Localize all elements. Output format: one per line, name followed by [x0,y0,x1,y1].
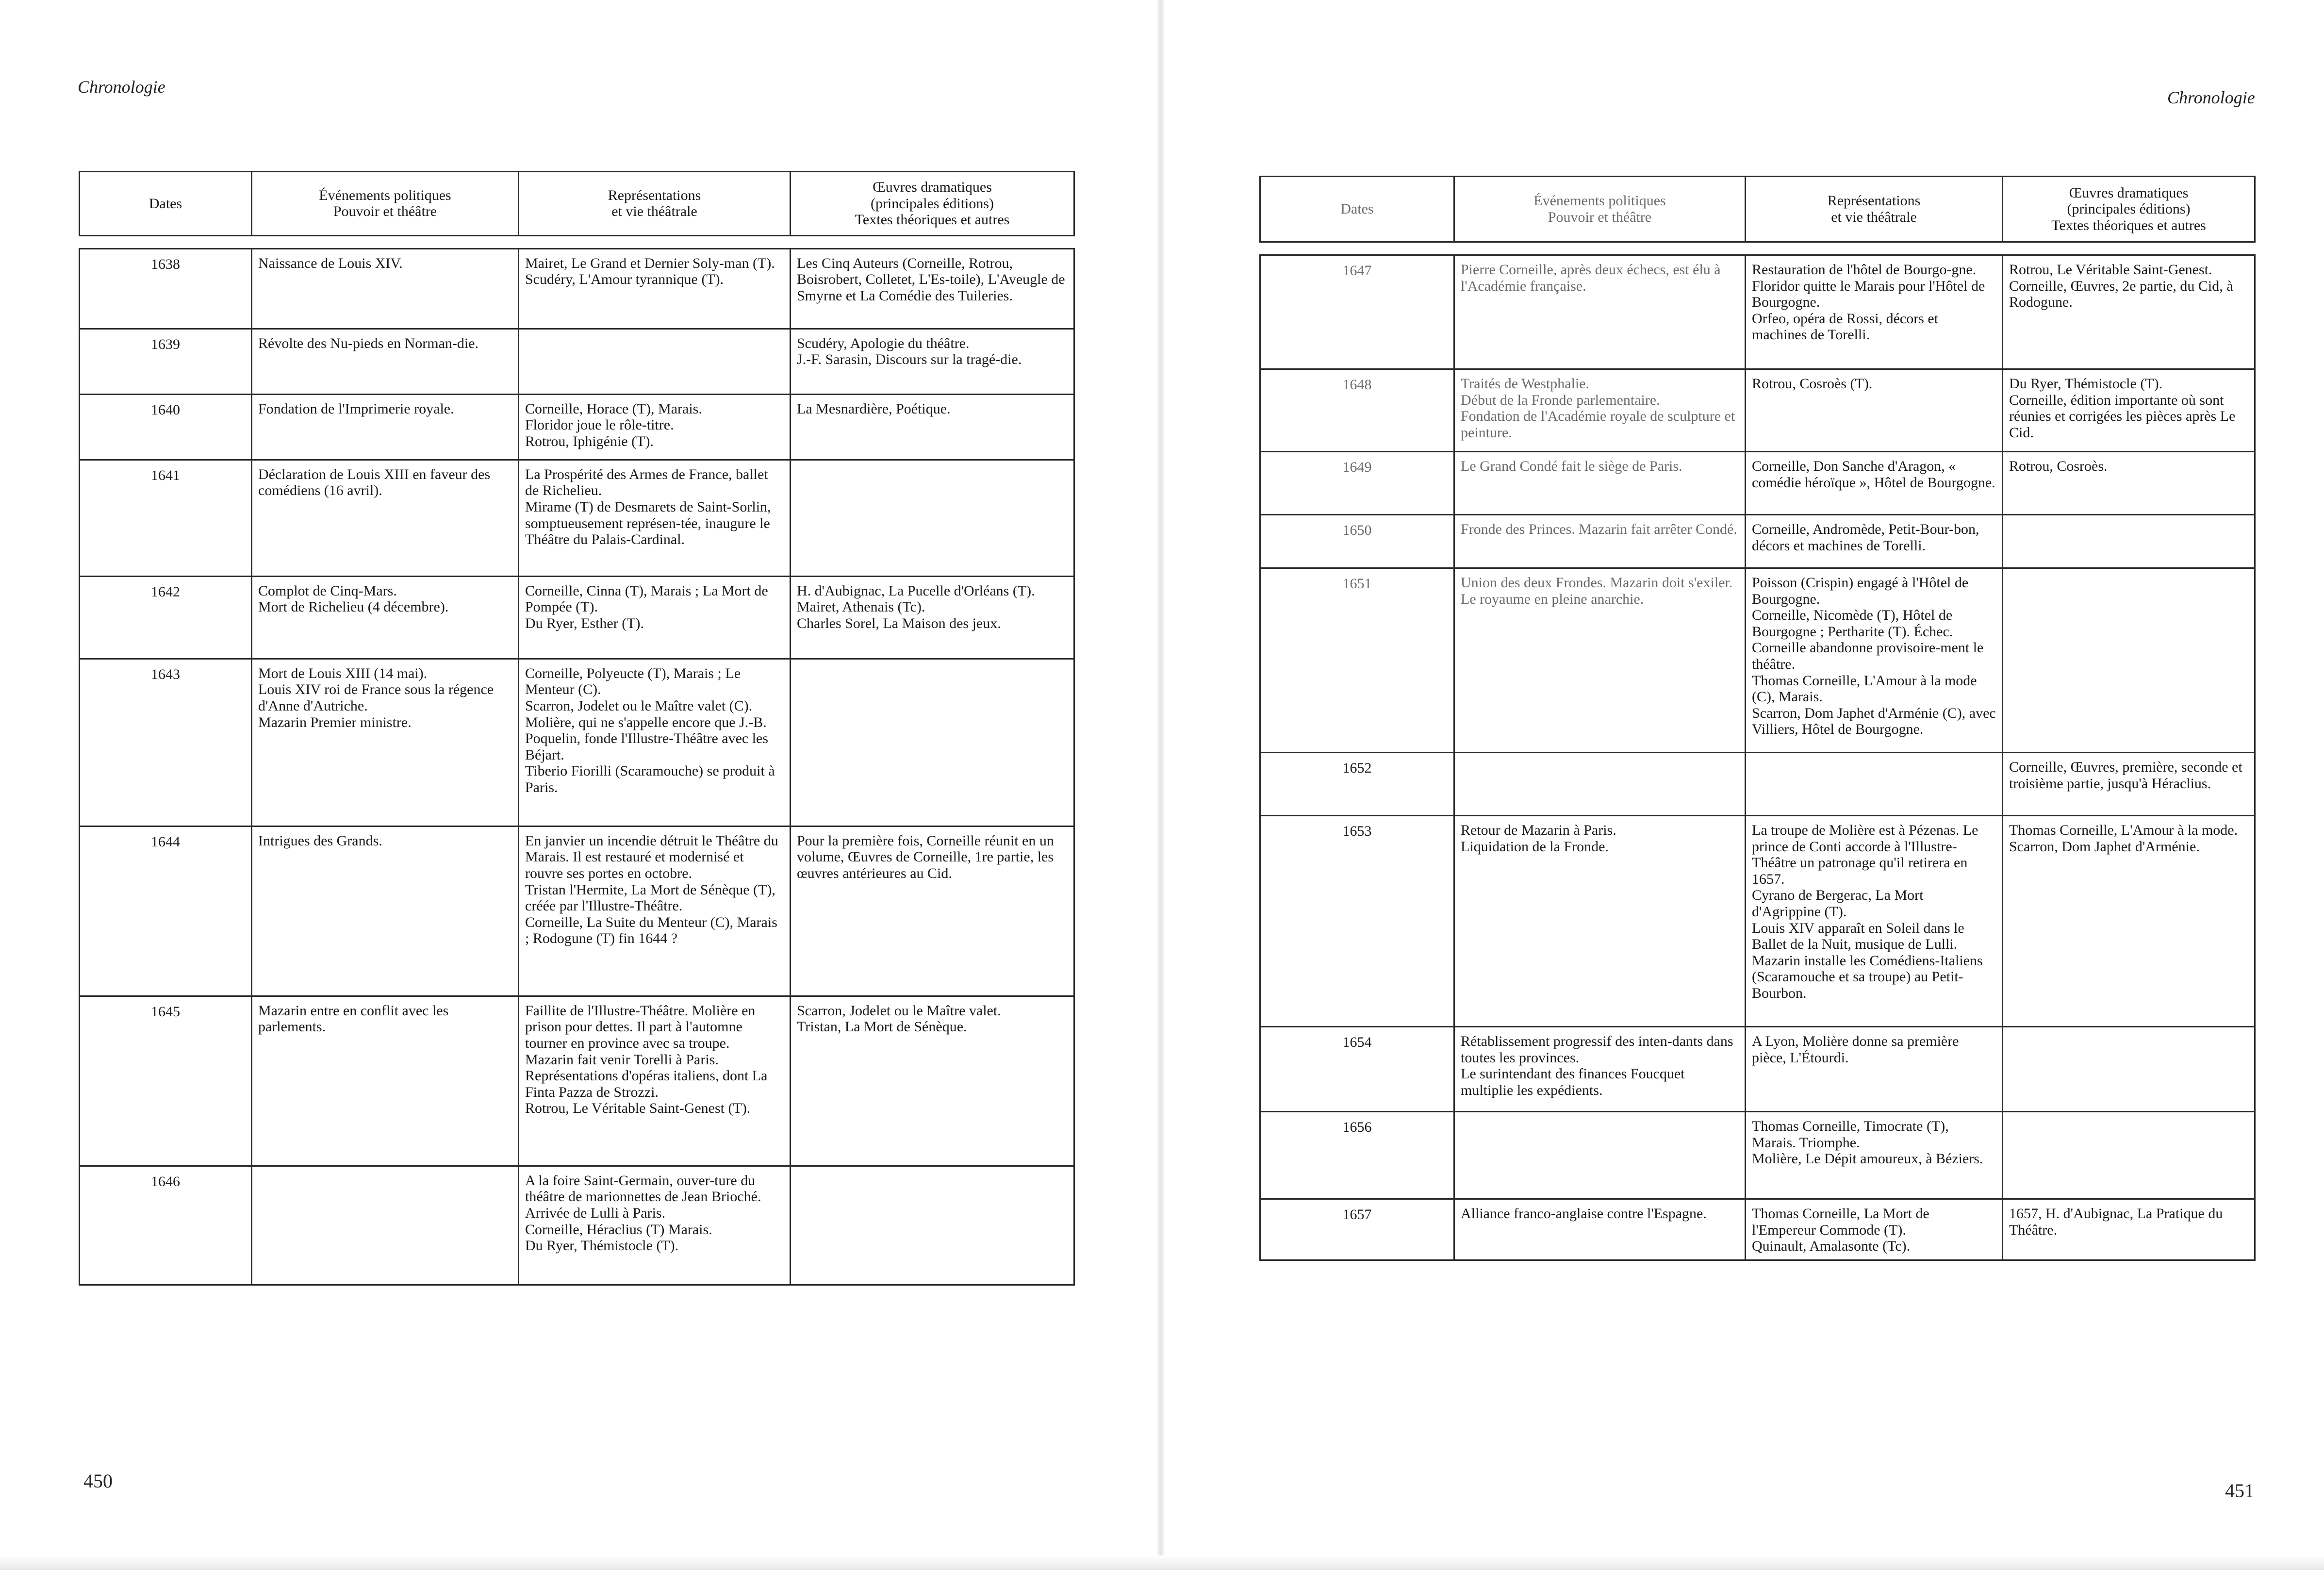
works-entry: Pour la première fois, Corneille réunit en un volume, Œuvres de Corneille, 1re partie, les œuvres antérieures au Cid. [797,832,1054,881]
representations-entry: La troupe de Molière est à Pézenas. Le prince de Conti accorde à l'Illustre-Théâtre un patronage qu'il retirera en 1657. [1752,822,1978,887]
events-cell [252,1166,519,1285]
table-row [1260,515,2255,568]
table-row [1260,1027,2255,1112]
date-cell: 1638 [80,248,252,329]
events-cell [252,248,519,329]
representations-entry: Mazarin installe les Comédiens-Italiens (Scaramouche et sa troupe) au Petit-Bourbon. [1752,952,1983,1001]
folio-right: 451 [2225,1480,2254,1502]
works-cell [791,826,1074,996]
representations-cell [519,460,791,576]
representations-cell [519,248,791,329]
works-entry: Thomas Corneille, L'Amour à la mode. [2009,822,2238,838]
representations-cell [519,659,791,826]
representations-entry: Poisson (Crispin) engagé à l'Hôtel de Bourgogne. [1752,575,1969,607]
events-entry: Le Grand Condé fait le siège de Paris. [1461,458,1682,474]
date-cell: 1654 [1260,1027,1454,1112]
date-cell: 1649 [1260,452,1454,515]
representations-header: Représentations et vie théâtrale [1746,177,2003,242]
representations-cell [1746,1112,2003,1199]
events-cell [1454,1027,1746,1112]
representations-cell [1746,452,2003,515]
running-head-right: Chronologie [2167,88,2255,107]
date-cell: 1641 [80,460,252,576]
events-cell [252,460,519,576]
works-cell [2003,515,2255,568]
representations-entry: Floridor quitte le Marais pour l'Hôtel de Bourgogne. [1752,278,1985,311]
events-entry: Fondation de l'Imprimerie royale. [258,400,454,417]
representations-entry: A Lyon, Molière donne sa première pièce, L'Étourdi. [1752,1033,1959,1066]
events-entry: Mort de Louis XIII (14 mai). [258,665,428,681]
events-cell [1454,1112,1746,1199]
works-cell [2003,1199,2255,1260]
representations-entry: Mairet, Le Grand et Dernier Soly-man (T). [525,255,775,271]
representations-entry: Du Ryer, Thémistocle (T). [525,1238,679,1254]
events-cell [1454,452,1746,515]
events-cell [1454,369,1746,452]
representations-entry: Corneille, Andromède, Petit-Bour-bon, décors et machines de Torelli. [1752,521,1979,554]
events-entry: Liquidation de la Fronde. [1461,838,1609,855]
events-entry: Intrigues des Grands. [258,832,382,849]
table-row [1260,753,2255,816]
representations-cell [1746,1027,2003,1112]
events-entry: Révolte des Nu-pieds en Norman-die. [258,335,479,351]
representations-header: Représentations et vie théâtrale [519,172,791,236]
works-entry: J.-F. Sarasin, Discours sur la tragé-die. [797,351,1022,368]
works-cell [2003,1112,2255,1199]
representations-cell [1746,369,2003,452]
table-row [80,329,1074,394]
representations-cell [519,1166,791,1285]
events-cell [1454,568,1746,753]
date-cell: 1643 [80,659,252,826]
works-cell [791,394,1074,460]
table-header-row [80,172,1074,236]
book-gutter [1157,0,1164,1570]
works-header: Œuvres dramatiques (principales éditions) Textes théoriques et autres [2003,177,2255,242]
representations-entry: Corneille, Horace (T), Marais. [525,400,702,417]
representations-entry: Rotrou, Iphigénie (T). [525,433,654,449]
events-cell [1454,515,1746,568]
representations-entry: Molière, qui ne s'appelle encore que J.-B. Poquelin, fonde l'Illustre-Théâtre avec les Béjart. [525,714,769,763]
events-cell [1454,816,1746,1027]
table-row [80,659,1074,826]
table-row [80,826,1074,996]
table-row [1260,1199,2255,1260]
events-entry: Retour de Mazarin à Paris. [1461,822,1616,838]
representations-entry: Scarron, Jodelet ou le Maître valet (C). [525,697,753,714]
events-cell [1454,753,1746,816]
table-row [80,996,1074,1166]
events-cell [1454,1199,1746,1260]
works-entry: Les Cinq Auteurs (Corneille, Rotrou, Boisrobert, Colletet, L'Es-toile), L'Aveugle de Smyrne et La Comédie des Tuileries. [797,255,1065,304]
representations-entry: Rotrou, Le Véritable Saint-Genest (T). [525,1100,751,1117]
works-entry: 1657, H. d'Aubignac, La Pratique du Théâtre. [2009,1206,2223,1238]
works-entry: Mairet, Athenais (Tc). [797,599,925,615]
works-cell [2003,1027,2255,1112]
events-entry: Mazarin entre en conflit avec les parlements. [258,1002,449,1035]
representations-entry: Thomas Corneille, Timocrate (T), Marais. Triomphe. [1752,1118,1949,1151]
events-entry: Alliance franco-anglaise contre l'Espagne. [1461,1206,1707,1222]
events-entry: Complot de Cinq-Mars. [258,582,397,599]
representations-cell [1746,515,2003,568]
works-entry: Charles Sorel, La Maison des jeux. [797,615,1001,631]
representations-cell [519,826,791,996]
representations-entry: Corneille, Cinna (T), Marais ; La Mort de Pompée (T). [525,582,768,615]
date-cell: 1657 [1260,1199,1454,1260]
works-cell [791,460,1074,576]
works-entry: Corneille, Œuvres, première, seconde et troisième partie, jusqu'à Héraclius. [2009,759,2242,792]
representations-entry: Représentations d'opéras italiens, dont La Finta Pazza de Strozzi. [525,1068,768,1100]
events-entry: Rétablissement progressif des inten-dants dans toutes les provinces. [1461,1033,1733,1066]
events-cell [252,329,519,394]
works-cell [791,996,1074,1166]
works-entry: Corneille, Œuvres, 2e partie, du Cid, à Rodogune. [2009,278,2233,311]
representations-cell [1746,753,2003,816]
representations-cell [519,996,791,1166]
events-cell [252,826,519,996]
date-cell: 1647 [1260,255,1454,369]
works-entry: Scarron, Jodelet ou le Maître valet. [797,1002,1001,1019]
events-entry: Mazarin Premier ministre. [258,714,412,730]
works-entry: Rotrou, Cosroès. [2009,458,2108,474]
table-row [80,248,1074,329]
representations-cell [519,576,791,659]
events-entry: Déclaration de Louis XIII en faveur des comédiens (16 avril). [258,466,491,499]
representations-entry: Corneille, La Suite du Menteur (C), Marais ; Rodogune (T) fin 1644 ? [525,914,777,947]
works-entry: H. d'Aubignac, La Pucelle d'Orléans (T). [797,582,1035,599]
works-cell [791,329,1074,394]
works-cell [2003,452,2255,515]
date-cell: 1642 [80,576,252,659]
representations-cell [1746,1199,2003,1260]
representations-entry: Floridor joue le rôle-titre. [525,417,674,433]
date-cell: 1648 [1260,369,1454,452]
date-cell: 1652 [1260,753,1454,816]
works-cell [791,659,1074,826]
date-cell: 1640 [80,394,252,460]
works-header: Œuvres dramatiques (principales éditions) Textes théoriques et autres [791,172,1074,236]
representations-entry: Corneille, Nicomède (T), Hôtel de Bourgogne ; Pertharite (T). Échec. Corneille abandonne provisoire-ment le théâtre. [1752,607,1984,672]
events-cell [252,659,519,826]
works-entry: Du Ryer, Thémistocle (T). [2009,376,2163,392]
date-cell: 1653 [1260,816,1454,1027]
works-entry: Rotrou, Le Véritable Saint-Genest. [2009,262,2212,278]
representations-entry: Faillite de l'Illustre-Théâtre. Molière en prison pour dettes. Il part à l'automne tourner en province avec sa troupe. [525,1002,756,1051]
works-cell [791,576,1074,659]
table-row [1260,255,2255,369]
representations-entry: Corneille, Polyeucte (T), Marais ; Le Menteur (C). [525,665,741,698]
dates-header: Dates [1260,177,1454,242]
table-row [80,576,1074,659]
representations-entry: Scarron, Dom Japhet d'Arménie (C), avec Villiers, Hôtel de Bourgogne. [1752,705,1996,738]
date-cell: 1645 [80,996,252,1166]
representations-entry: Corneille, Héraclius (T) Marais. [525,1221,712,1238]
representations-entry: Du Ryer, Esther (T). [525,615,644,631]
representations-entry: Mazarin fait venir Torelli à Paris. [525,1051,719,1068]
header-separator [1260,242,2255,255]
date-cell: 1639 [80,329,252,394]
events-entry: Louis XIV roi de France sous la régence d'Anne d'Autriche. [258,681,494,714]
table-row [1260,816,2255,1027]
representations-entry: Quinault, Amalasonte (Tc). [1752,1238,1911,1255]
representations-entry: Restauration de l'hôtel de Bourgo-gne. [1752,262,1977,278]
events-entry: Pierre Corneille, après deux échecs, est élu à l'Académie française. [1461,262,1721,294]
date-cell: 1644 [80,826,252,996]
representations-cell [519,329,791,394]
representations-entry: La Prospérité des Armes de France, ballet de Richelieu. [525,466,768,499]
running-head-left: Chronologie [78,77,165,97]
representations-entry: Molière, Le Dépit amoureux, à Béziers. [1752,1151,1983,1167]
representations-entry: Tiberio Fiorilli (Scaramouche) se produit à Paris. [525,763,775,795]
works-entry: La Mesnardière, Poétique. [797,400,951,417]
events-entry: Fronde des Princes. Mazarin fait arrêter Condé. [1461,521,1737,537]
events-cell [1454,255,1746,369]
representations-entry: Corneille, Don Sanche d'Aragon, « comédie héroïque », Hôtel de Bourgogne. [1752,458,1995,491]
works-cell [2003,369,2255,452]
table-row [80,460,1074,576]
header-separator-cell [80,235,1074,248]
header-separator-cell [1260,242,2255,255]
events-entry: Fondation de l'Académie royale de sculpture et peinture. [1461,408,1735,441]
page-bottom-edge [0,1555,2324,1570]
representations-cell [1746,255,2003,369]
works-entry: Corneille, édition importante où sont réunies et corrigées les pièces après Le Cid. [2009,392,2236,441]
events-entry: Mort de Richelieu (4 décembre). [258,599,449,615]
events-entry: Début de la Fronde parlementaire. [1461,392,1660,408]
works-cell [791,248,1074,329]
table-row [1260,369,2255,452]
date-cell: 1646 [80,1166,252,1285]
dates-header: Dates [80,172,252,236]
date-cell: 1651 [1260,568,1454,753]
header-separator [80,235,1074,248]
representations-entry: Orfeo, opéra de Rossi, décors et machines de Torelli. [1752,310,1939,343]
table-row [1260,1112,2255,1199]
chronology-table-right [1259,176,2256,1261]
events-entry: Traités de Westphalie. [1461,376,1590,392]
works-cell [791,1166,1074,1285]
works-cell [2003,568,2255,753]
representations-entry: Mirame (T) de Desmarets de Saint-Sorlin, somptueusement représen-tée, inaugure le Théâtre du Palais-Cardinal. [525,498,771,548]
events-header: Événements politiques Pouvoir et théâtre [1454,177,1746,242]
table-row [80,1166,1074,1285]
works-entry: Tristan, La Mort de Sénèque. [797,1019,967,1035]
representations-cell [1746,568,2003,753]
events-header: Événements politiques Pouvoir et théâtre [252,172,519,236]
representations-entry: Thomas Corneille, L'Amour à la mode (C), Marais. [1752,672,1977,705]
representations-entry: Rotrou, Cosroès (T). [1752,376,1873,392]
events-cell [252,576,519,659]
table-header-row [1260,177,2255,242]
works-entry: Scudéry, Apologie du théâtre. [797,335,970,351]
table-row [80,394,1074,460]
representations-entry: Scudéry, L'Amour tyrannique (T). [525,271,724,288]
chronology-table-left [79,171,1075,1286]
works-cell [2003,255,2255,369]
representations-entry: Thomas Corneille, La Mort de l'Empereur Commode (T). [1752,1206,1929,1238]
events-entry: Le surintendant des finances Foucquet multiplie les expédients. [1461,1066,1685,1098]
representations-entry: A la foire Saint-Germain, ouver-ture du théâtre de marionnettes de Jean Brioché. [525,1172,761,1205]
works-entry: Scarron, Dom Japhet d'Arménie. [2009,838,2200,855]
works-cell [2003,816,2255,1027]
representations-entry: Louis XIV apparaît en Soleil dans le Ballet de la Nuit, musique de Lulli. [1752,920,1964,953]
representations-entry: Cyrano de Bergerac, La Mort d'Agrippine (T). [1752,887,1924,920]
table-row [1260,452,2255,515]
works-cell [2003,753,2255,816]
events-cell [252,394,519,460]
events-cell [252,996,519,1166]
representations-entry: En janvier un incendie détruit le Théâtre du Marais. Il est restauré et modernisé et rouvre ses portes en octobre. [525,832,778,881]
representations-entry: Arrivée de Lulli à Paris. [525,1205,666,1221]
folio-left: 450 [83,1470,113,1492]
date-cell: 1656 [1260,1112,1454,1199]
events-entry: Naissance de Louis XIV. [258,255,403,271]
representations-entry: Tristan l'Hermite, La Mort de Sénèque (T), créée par l'Illustre-Théâtre. [525,881,775,914]
date-cell: 1650 [1260,515,1454,568]
representations-cell [1746,816,2003,1027]
representations-cell [519,394,791,460]
table-row [1260,568,2255,753]
events-entry: Union des deux Frondes. Mazarin doit s'exiler. Le royaume en pleine anarchie. [1461,575,1733,607]
